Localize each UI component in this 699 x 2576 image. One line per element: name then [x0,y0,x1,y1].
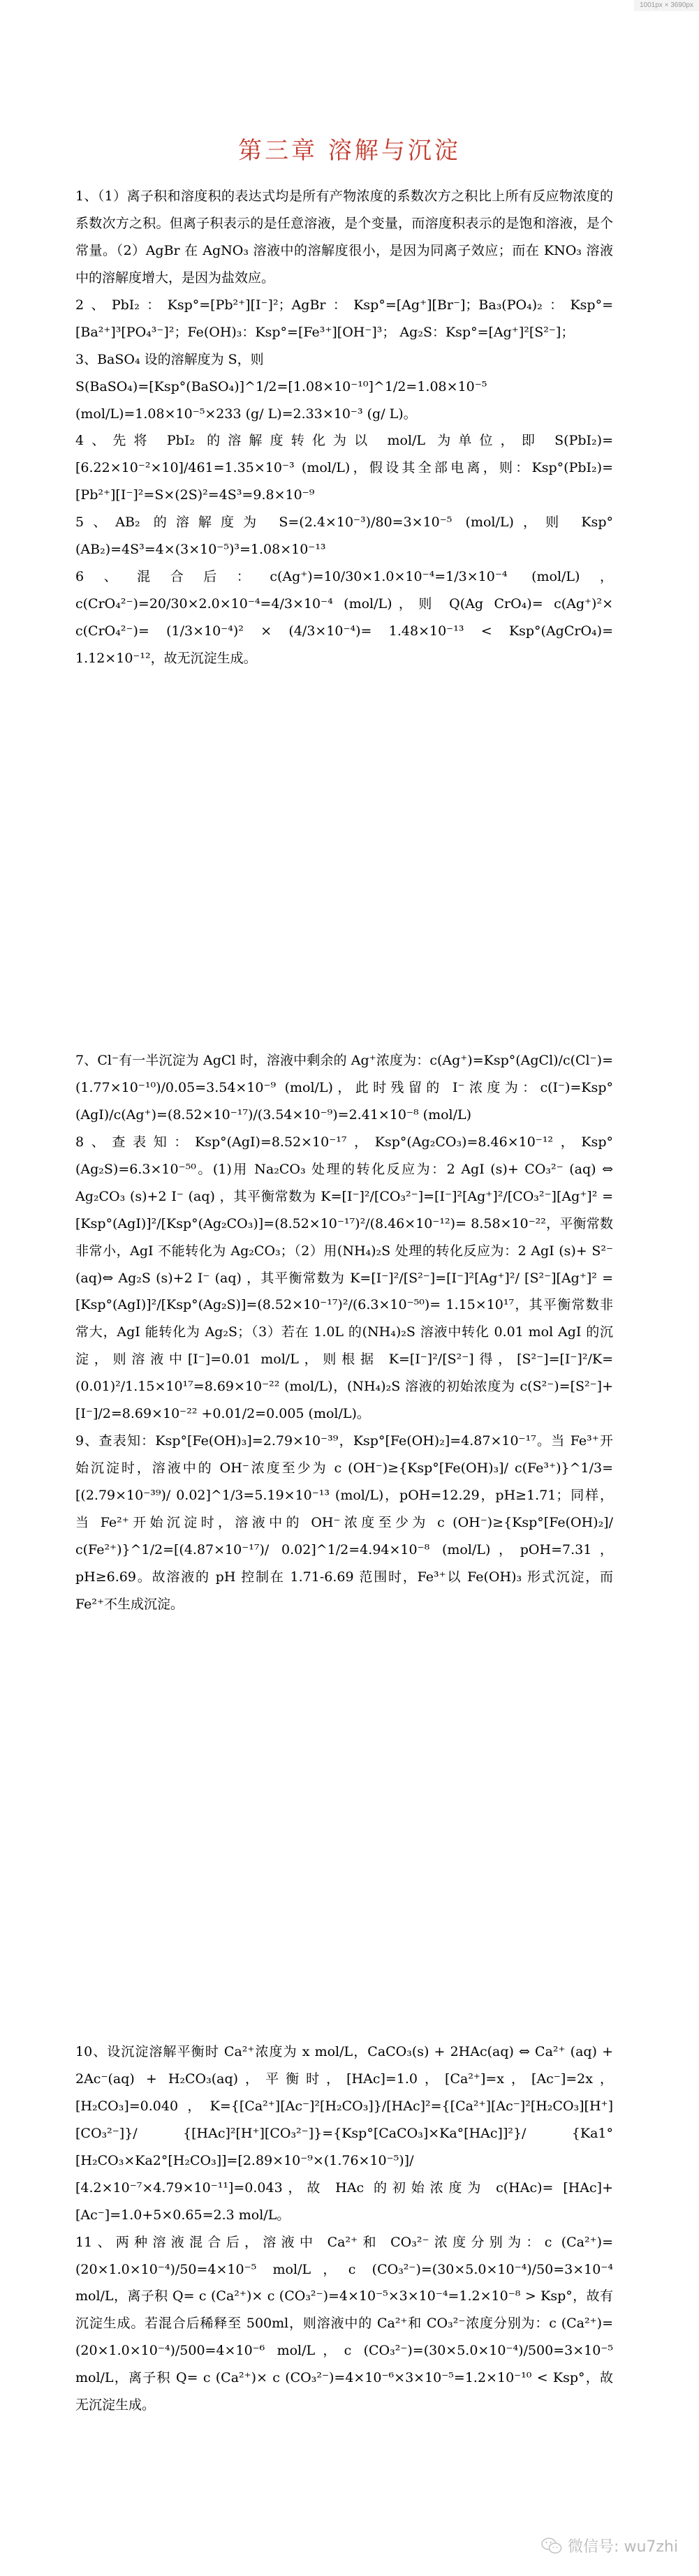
answer-2: 2、PbI₂：Ksp°=[Pb²⁺][I⁻]²；AgBr：Ksp°=[Ag⁺][Br⁻]；Ba₃(PO₄)₂：Ksp°=[Ba²⁺]³[PO₄³⁻]²；Fe(OH)₃：Ksp°=[Fe³⁺][OH⁻]³； Ag₂S：Ksp°=[Ag⁺]²[S²⁻]； [75,297,613,340]
answer-11: 11、两种溶液混合后，溶液中 Ca²⁺和 CO₃²⁻浓度分别为：c (Ca²⁺)=(20×1.0×10⁻⁴)/50=4×10⁻⁵ mol/L，c (CO₃²⁻)=(30×5.0×10⁻⁴)/50=3×10⁻⁴ mol/L，离子积 Q= c (Ca²⁺)× c (CO₃²⁻)=4×10⁻⁵×3×10⁻⁴=1.2×10⁻⁸ > Ksp°，故有沉淀生成。若混合后稀释至 500ml，则溶液中的 Ca²⁺和 CO₃²⁻浓度分别为：c (Ca²⁺)=(20×1.0×10⁻⁴)/500=4×10⁻⁶ mol/L，c (CO₃²⁻)=(30×5.0×10⁻⁴)/500=3×10⁻⁵ mol/L，离子积 Q= c (Ca²⁺)× c (CO₃²⁻)=4×10⁻⁶×3×10⁻⁵=1.2×10⁻¹⁰ < Ksp°，故无沉淀生成。 [75,2234,613,2413]
answer-7: 7、Cl⁻有一半沉淀为 AgCl 时，溶液中剩余的 Ag⁺浓度为：c(Ag⁺)=Ksp°(AgCl)/c(Cl⁻)=(1.77×10⁻¹⁰)/0.05=3.54×10⁻⁹ (mol/L)，此时残留的 I⁻浓度为：c(I⁻)=Ksp°(AgI)/c(Ag⁺)=(8.52×10⁻¹⁷)/(3.54×10⁻⁹)=2.41×10⁻⁸ (mol/L) [75,1053,613,1123]
answers-section-2 [75,1047,613,1618]
answer-9: 9、查表知：Ksp°[Fe(OH)₃]=2.79×10⁻³⁹，Ksp°[Fe(OH)₂]=4.87×10⁻¹⁷。当 Fe³⁺开始沉淀时，溶液中的 OH⁻浓度至少为 c (OH⁻)≥{Ksp°[Fe(OH)₃]/ c(Fe³⁺)}^1/3=[(2.79×10⁻³⁹)/ 0.02]^1/3=5.19×10⁻¹³ (mol/L)，pOH=12.29，pH≥1.71；同样，当 Fe²⁺开始沉淀时，溶液中的 OH⁻浓度至少为 c (OH⁻)≥{Ksp°[Fe(OH)₂]/ c(Fe²⁺)}^1/2=[(4.87×10⁻¹⁷)/ 0.02]^1/2=4.94×10⁻⁸ (mol/L)，pOH=7.31，pH≥6.69。故溶液的 pH 控制在 1.71-6.69 范围时，Fe³⁺以 Fe(OH)₃ 形式沉淀，而 Fe²⁺不生成沉淀。 [75,1433,613,1612]
answers-section-3 [75,2038,613,2419]
answer-3-intro: 3、BaSO₄ 设的溶解度为 S，则 [75,351,264,367]
answer-3-calc: S(BaSO₄)=[Ksp°(BaSO₄)]^1/2=[1.08×10⁻¹⁰]^1/2=1.08×10⁻⁵ (mol/L)=1.08×10⁻⁵×233 (g/ L)=2.33×10⁻³ (g/ L)。 [75,378,487,422]
answer-5: 5、AB₂ 的溶解度为 S=(2.4×10⁻³)/80=3×10⁻⁵ (mol/L)，则 Ksp°(AB₂)=4S³=4×(3×10⁻⁵)³=1.08×10⁻¹³ [75,515,613,558]
answer-4: 4、先将 PbI₂ 的溶解度转化为以 mol/L 为单位，即 S(PbI₂)=[6.22×10⁻²×10]/461=1.35×10⁻³ (mol/L)，假设其全部电离，则：Ksp°(PbI₂)=[Pb²⁺][I⁻]²=S×(2S)²=4S³=9.8×10⁻⁹ [75,433,613,503]
image-size-label: 1001px × 3690px [634,0,699,11]
watermark [541,2535,678,2556]
answer-6: 6、混合后：c(Ag⁺)=10/30×1.0×10⁻⁴=1/3×10⁻⁴ (mol/L)，c(CrO₄²⁻)=20/30×2.0×10⁻⁴=4/3×10⁻⁴ (mol/L)，则 Q(Ag CrO₄)= c(Ag⁺)²× c(CrO₄²⁻)= (1/3×10⁻⁴)² × (4/3×10⁻⁴)= 1.48×10⁻¹³ < Ksp°(AgCrO₄)= 1.12×10⁻¹²，故无沉淀生成。 [75,569,613,666]
answer-10: 10、设沉淀溶解平衡时 Ca²⁺浓度为 x mol/L，CaCO₃(s) + 2HAc(aq) ⇔ Ca²⁺ (aq) + 2Ac⁻(aq) + H₂CO₃(aq)，平衡时，[HAc]=1.0，[Ca²⁺]=x，[Ac⁻]=2x，[H₂CO₃]=0.040，K={[Ca²⁺][Ac⁻]²[H₂CO₃]}/[HAc]²={[Ca²⁺][Ac⁻]²[H₂CO₃][H⁺][CO₃²⁻]}/ {[HAc]²[H⁺][CO₃²⁻]}={Ksp°[CaCO₃]×Ka°[HAc]]²}/ {Ka1°[H₂CO₃×Ka2°[H₂CO₃]]=[2.89×10⁻⁹×(1.76×10⁻⁵)]/ [4.2×10⁻⁷×4.79×10⁻¹¹]=0.043，故 HAc 的初始浓度为 c(HAc)= [HAc]+ [Ac⁻]=1.0+5×0.65=2.3 mol/L。 [75,2044,613,2223]
answers-section-1 [75,183,613,672]
answer-1: 1、（1）离子积和溶度积的表达式均是所有产物浓度的系数次方之积比上所有反应物浓度的系数次方之积。但离子积表示的是任意溶液，是个变量，而溶度积表示的是饱和溶液，是个常量。（2）AgBr 在 AgNO₃ 溶液中的溶解度很小，是因为同离子效应；而在 KNO₃ 溶液中的溶解度增大，是因为盐效应。 [75,188,613,286]
chapter-title: 第三章 溶解与沉淀 [238,137,461,165]
answer-8: 8、查表知：Ksp°(AgI)=8.52×10⁻¹⁷，Ksp°(Ag₂CO₃)=8.46×10⁻¹²，Ksp°(Ag₂S)=6.3×10⁻⁵⁰。(1)用 Na₂CO₃ 处理的转化反应为：2 AgI (s)+ CO₃²⁻ (aq) ⇔ Ag₂CO₃ (s)+2 I⁻ (aq) ，其平衡常数为 K=[I⁻]²/[CO₃²⁻]=[I⁻]²[Ag⁺]²/[CO₃²⁻][Ag⁺]² = [Ksp°(AgI)]²/[Ksp°(Ag₂CO₃)]=(8.52×10⁻¹⁷)²/(8.46×10⁻¹²)= 8.58×10⁻²²，平衡常数非常小，AgI 不能转化为 Ag₂CO₃；（2）用(NH₄)₂S 处理的转化反应为：2 AgI (s)+ S²⁻ (aq)⇔ Ag₂S (s)+2 I⁻ (aq) ，其平衡常数为 K=[I⁻]²/[S²⁻]=[I⁻]²[Ag⁺]²/ [S²⁻][Ag⁺]² = [Ksp°(AgI)]²/[Ksp°(Ag₂S)]=(8.52×10⁻¹⁷)²/(6.3×10⁻⁵⁰)= 1.15×10¹⁷，其平衡常数非常大，AgI 能转化为 Ag₂S；（3）若在 1.0L 的(NH₄)₂S 溶液中转化 0.01 mol AgI 的沉淀，则溶液中[I⁻]=0.01 mol/L，则根据 K=[I⁻]²/[S²⁻]得，[S²⁻]=[I⁻]²/K=(0.01)²/1.15×10¹⁷=8.69×10⁻²² (mol/L)，(NH₄)₂S 溶液的初始浓度为 c(S²⁻)=[S²⁻]+[I⁻]/2=8.69×10⁻²² +0.01/2=0.005 (mol/L)。 [75,1134,613,1422]
wechat-icon [541,2537,562,2555]
watermark-text: 微信号: wu7zhi [568,2538,678,2556]
